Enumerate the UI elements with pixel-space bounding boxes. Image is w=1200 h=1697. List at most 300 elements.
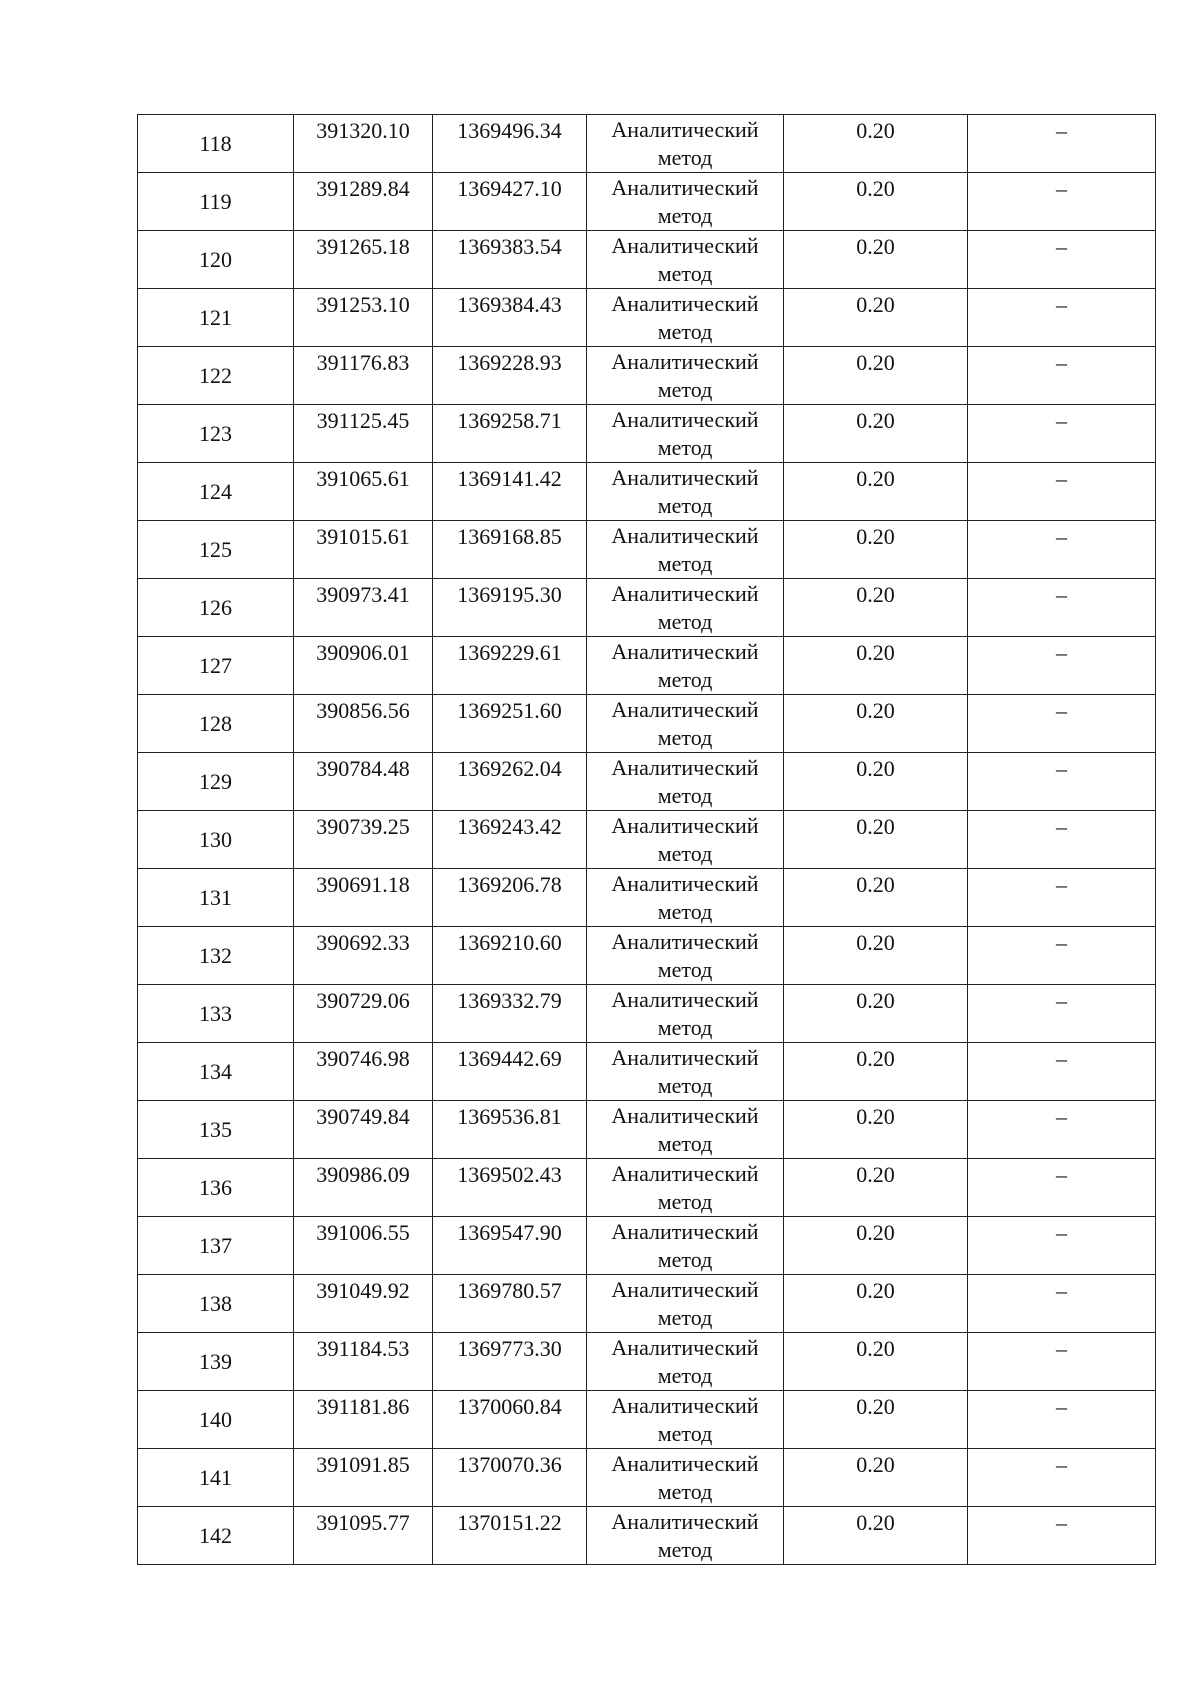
method-text: Аналитический метод bbox=[611, 117, 759, 170]
point-number-text: 120 bbox=[199, 247, 232, 272]
accuracy-cell bbox=[784, 1217, 968, 1275]
method-text: Аналитический метод bbox=[611, 291, 759, 344]
note-text: – bbox=[1056, 466, 1067, 491]
y-coordinate-text: 1369442.69 bbox=[457, 1046, 562, 1071]
note-text: – bbox=[1056, 1452, 1067, 1477]
y-coordinate-cell bbox=[433, 115, 587, 173]
table-row bbox=[138, 1275, 1156, 1333]
accuracy-cell bbox=[784, 927, 968, 985]
x-coordinate-text: 391289.84 bbox=[316, 176, 410, 201]
x-coordinate-cell bbox=[294, 347, 433, 405]
point-number-text: 133 bbox=[199, 1001, 232, 1026]
point-number-cell bbox=[138, 173, 294, 231]
note-text: – bbox=[1056, 234, 1067, 259]
accuracy-cell bbox=[784, 405, 968, 463]
table-row bbox=[138, 985, 1156, 1043]
method-cell bbox=[587, 1333, 784, 1391]
method-cell bbox=[587, 405, 784, 463]
accuracy-text: 0.20 bbox=[856, 118, 895, 143]
note-text: – bbox=[1056, 988, 1067, 1013]
x-coordinate-cell bbox=[294, 463, 433, 521]
method-text: Аналитический метод bbox=[611, 1103, 759, 1156]
point-number-text: 125 bbox=[199, 537, 232, 562]
y-coordinate-cell bbox=[433, 231, 587, 289]
note-cell bbox=[968, 1043, 1156, 1101]
accuracy-cell bbox=[784, 1507, 968, 1565]
accuracy-cell bbox=[784, 173, 968, 231]
table-row bbox=[138, 347, 1156, 405]
point-number-cell bbox=[138, 637, 294, 695]
accuracy-cell bbox=[784, 869, 968, 927]
point-number-cell bbox=[138, 579, 294, 637]
note-text: – bbox=[1056, 930, 1067, 955]
accuracy-cell bbox=[784, 115, 968, 173]
method-cell bbox=[587, 753, 784, 811]
y-coordinate-text: 1369168.85 bbox=[457, 524, 562, 549]
x-coordinate-text: 390692.33 bbox=[316, 930, 410, 955]
method-text: Аналитический метод bbox=[611, 639, 759, 692]
method-cell bbox=[587, 521, 784, 579]
accuracy-text: 0.20 bbox=[856, 1510, 895, 1535]
table-row bbox=[138, 1507, 1156, 1565]
note-cell bbox=[968, 289, 1156, 347]
x-coordinate-text: 391049.92 bbox=[316, 1278, 410, 1303]
point-number-text: 130 bbox=[199, 827, 232, 852]
note-cell bbox=[968, 985, 1156, 1043]
table-row bbox=[138, 521, 1156, 579]
x-coordinate-cell bbox=[294, 1275, 433, 1333]
method-text: Аналитический метод bbox=[611, 1045, 759, 1098]
point-number-cell bbox=[138, 1449, 294, 1507]
x-coordinate-text: 390749.84 bbox=[316, 1104, 410, 1129]
accuracy-text: 0.20 bbox=[856, 1394, 895, 1419]
note-cell bbox=[968, 1449, 1156, 1507]
x-coordinate-cell bbox=[294, 811, 433, 869]
point-number-text: 139 bbox=[199, 1349, 232, 1374]
point-number-cell bbox=[138, 405, 294, 463]
method-cell bbox=[587, 1217, 784, 1275]
y-coordinate-cell bbox=[433, 1449, 587, 1507]
note-text: – bbox=[1056, 292, 1067, 317]
coordinates-table bbox=[137, 114, 1156, 1565]
x-coordinate-text: 391125.45 bbox=[316, 408, 410, 433]
note-cell bbox=[968, 231, 1156, 289]
x-coordinate-cell bbox=[294, 927, 433, 985]
accuracy-text: 0.20 bbox=[856, 524, 895, 549]
table-row bbox=[138, 115, 1156, 173]
point-number-cell bbox=[138, 521, 294, 579]
method-text: Аналитический метод bbox=[611, 581, 759, 634]
x-coordinate-text: 390986.09 bbox=[316, 1162, 410, 1187]
table-row bbox=[138, 231, 1156, 289]
accuracy-text: 0.20 bbox=[856, 466, 895, 491]
method-text: Аналитический метод bbox=[611, 233, 759, 286]
x-coordinate-text: 390784.48 bbox=[316, 756, 410, 781]
method-cell bbox=[587, 579, 784, 637]
x-coordinate-cell bbox=[294, 405, 433, 463]
method-text: Аналитический метод bbox=[611, 755, 759, 808]
x-coordinate-cell bbox=[294, 579, 433, 637]
accuracy-text: 0.20 bbox=[856, 756, 895, 781]
y-coordinate-cell bbox=[433, 927, 587, 985]
table-row bbox=[138, 869, 1156, 927]
table-row bbox=[138, 173, 1156, 231]
note-cell bbox=[968, 115, 1156, 173]
point-number-cell bbox=[138, 753, 294, 811]
method-text: Аналитический метод bbox=[611, 1335, 759, 1388]
note-cell bbox=[968, 463, 1156, 521]
x-coordinate-cell bbox=[294, 1391, 433, 1449]
method-cell bbox=[587, 985, 784, 1043]
accuracy-text: 0.20 bbox=[856, 640, 895, 665]
y-coordinate-text: 1369206.78 bbox=[457, 872, 562, 897]
y-coordinate-cell bbox=[433, 1333, 587, 1391]
accuracy-cell bbox=[784, 1101, 968, 1159]
y-coordinate-cell bbox=[433, 811, 587, 869]
x-coordinate-cell bbox=[294, 1101, 433, 1159]
accuracy-text: 0.20 bbox=[856, 872, 895, 897]
accuracy-cell bbox=[784, 347, 968, 405]
point-number-cell bbox=[138, 1507, 294, 1565]
table-row bbox=[138, 463, 1156, 521]
note-cell bbox=[968, 521, 1156, 579]
x-coordinate-text: 390856.56 bbox=[316, 698, 410, 723]
note-text: – bbox=[1056, 640, 1067, 665]
accuracy-text: 0.20 bbox=[856, 1452, 895, 1477]
note-text: – bbox=[1056, 1510, 1067, 1535]
x-coordinate-text: 391320.10 bbox=[316, 118, 410, 143]
note-text: – bbox=[1056, 1278, 1067, 1303]
accuracy-text: 0.20 bbox=[856, 1104, 895, 1129]
y-coordinate-text: 1369384.43 bbox=[457, 292, 562, 317]
y-coordinate-cell bbox=[433, 985, 587, 1043]
table-row bbox=[138, 1217, 1156, 1275]
accuracy-cell bbox=[784, 1333, 968, 1391]
point-number-cell bbox=[138, 1333, 294, 1391]
point-number-text: 126 bbox=[199, 595, 232, 620]
y-coordinate-text: 1369780.57 bbox=[457, 1278, 562, 1303]
accuracy-text: 0.20 bbox=[856, 234, 895, 259]
point-number-text: 123 bbox=[199, 421, 232, 446]
accuracy-text: 0.20 bbox=[856, 350, 895, 375]
note-text: – bbox=[1056, 408, 1067, 433]
point-number-text: 128 bbox=[199, 711, 232, 736]
note-cell bbox=[968, 1507, 1156, 1565]
x-coordinate-cell bbox=[294, 521, 433, 579]
point-number-cell bbox=[138, 347, 294, 405]
note-cell bbox=[968, 1101, 1156, 1159]
x-coordinate-text: 391015.61 bbox=[316, 524, 410, 549]
table-row bbox=[138, 289, 1156, 347]
method-text: Аналитический метод bbox=[611, 987, 759, 1040]
y-coordinate-cell bbox=[433, 289, 587, 347]
accuracy-text: 0.20 bbox=[856, 930, 895, 955]
method-cell bbox=[587, 1101, 784, 1159]
note-cell bbox=[968, 1275, 1156, 1333]
y-coordinate-cell bbox=[433, 405, 587, 463]
note-cell bbox=[968, 637, 1156, 695]
method-text: Аналитический метод bbox=[611, 1451, 759, 1504]
y-coordinate-text: 1369332.79 bbox=[457, 988, 562, 1013]
x-coordinate-text: 391181.86 bbox=[316, 1394, 410, 1419]
table-body bbox=[138, 115, 1156, 1565]
y-coordinate-cell bbox=[433, 869, 587, 927]
method-cell bbox=[587, 1507, 784, 1565]
note-text: – bbox=[1056, 698, 1067, 723]
y-coordinate-text: 1369229.61 bbox=[457, 640, 562, 665]
note-text: – bbox=[1056, 1220, 1067, 1245]
note-text: – bbox=[1056, 814, 1067, 839]
y-coordinate-cell bbox=[433, 1043, 587, 1101]
method-cell bbox=[587, 1275, 784, 1333]
method-text: Аналитический метод bbox=[611, 929, 759, 982]
note-text: – bbox=[1056, 756, 1067, 781]
x-coordinate-text: 390729.06 bbox=[316, 988, 410, 1013]
note-text: – bbox=[1056, 176, 1067, 201]
point-number-cell bbox=[138, 289, 294, 347]
accuracy-cell bbox=[784, 463, 968, 521]
method-text: Аналитический метод bbox=[611, 523, 759, 576]
table-row bbox=[138, 579, 1156, 637]
y-coordinate-cell bbox=[433, 521, 587, 579]
point-number-cell bbox=[138, 115, 294, 173]
note-cell bbox=[968, 695, 1156, 753]
note-text: – bbox=[1056, 1394, 1067, 1419]
x-coordinate-cell bbox=[294, 637, 433, 695]
note-cell bbox=[968, 927, 1156, 985]
note-cell bbox=[968, 753, 1156, 811]
accuracy-cell bbox=[784, 753, 968, 811]
x-coordinate-cell bbox=[294, 1159, 433, 1217]
accuracy-text: 0.20 bbox=[856, 292, 895, 317]
x-coordinate-text: 390746.98 bbox=[316, 1046, 410, 1071]
y-coordinate-text: 1369228.93 bbox=[457, 350, 562, 375]
method-text: Аналитический метод bbox=[611, 871, 759, 924]
x-coordinate-text: 391091.85 bbox=[316, 1452, 410, 1477]
accuracy-cell bbox=[784, 231, 968, 289]
y-coordinate-cell bbox=[433, 1391, 587, 1449]
note-text: – bbox=[1056, 524, 1067, 549]
x-coordinate-text: 390906.01 bbox=[316, 640, 410, 665]
point-number-text: 132 bbox=[199, 943, 232, 968]
point-number-text: 141 bbox=[199, 1465, 232, 1490]
y-coordinate-text: 1369496.34 bbox=[457, 118, 562, 143]
point-number-text: 134 bbox=[199, 1059, 232, 1084]
note-text: – bbox=[1056, 1162, 1067, 1187]
point-number-text: 140 bbox=[199, 1407, 232, 1432]
method-text: Аналитический метод bbox=[611, 697, 759, 750]
accuracy-cell bbox=[784, 579, 968, 637]
accuracy-text: 0.20 bbox=[856, 582, 895, 607]
method-text: Аналитический метод bbox=[611, 465, 759, 518]
method-text: Аналитический метод bbox=[611, 1161, 759, 1214]
y-coordinate-text: 1369547.90 bbox=[457, 1220, 562, 1245]
x-coordinate-cell bbox=[294, 115, 433, 173]
method-cell bbox=[587, 463, 784, 521]
note-text: – bbox=[1056, 350, 1067, 375]
point-number-text: 142 bbox=[199, 1523, 232, 1548]
table-row bbox=[138, 753, 1156, 811]
point-number-cell bbox=[138, 463, 294, 521]
table-row bbox=[138, 927, 1156, 985]
point-number-cell bbox=[138, 1275, 294, 1333]
y-coordinate-text: 1369502.43 bbox=[457, 1162, 562, 1187]
point-number-text: 135 bbox=[199, 1117, 232, 1142]
accuracy-text: 0.20 bbox=[856, 176, 895, 201]
x-coordinate-text: 390691.18 bbox=[316, 872, 410, 897]
y-coordinate-text: 1369210.60 bbox=[457, 930, 562, 955]
y-coordinate-text: 1369141.42 bbox=[457, 466, 562, 491]
x-coordinate-cell bbox=[294, 753, 433, 811]
note-cell bbox=[968, 1333, 1156, 1391]
point-number-text: 127 bbox=[199, 653, 232, 678]
y-coordinate-text: 1370070.36 bbox=[457, 1452, 562, 1477]
x-coordinate-cell bbox=[294, 173, 433, 231]
point-number-text: 118 bbox=[199, 131, 232, 156]
x-coordinate-text: 391176.83 bbox=[316, 350, 410, 375]
y-coordinate-cell bbox=[433, 1275, 587, 1333]
method-text: Аналитический метод bbox=[611, 175, 759, 228]
method-text: Аналитический метод bbox=[611, 407, 759, 460]
point-number-text: 129 bbox=[199, 769, 232, 794]
method-text: Аналитический метод bbox=[611, 813, 759, 866]
y-coordinate-text: 1369383.54 bbox=[457, 234, 562, 259]
accuracy-text: 0.20 bbox=[856, 1162, 895, 1187]
note-cell bbox=[968, 1217, 1156, 1275]
note-text: – bbox=[1056, 118, 1067, 143]
accuracy-text: 0.20 bbox=[856, 988, 895, 1013]
accuracy-text: 0.20 bbox=[856, 698, 895, 723]
accuracy-cell bbox=[784, 1159, 968, 1217]
point-number-cell bbox=[138, 1101, 294, 1159]
y-coordinate-text: 1369251.60 bbox=[457, 698, 562, 723]
point-number-text: 136 bbox=[199, 1175, 232, 1200]
point-number-cell bbox=[138, 927, 294, 985]
table-row bbox=[138, 1391, 1156, 1449]
method-cell bbox=[587, 811, 784, 869]
point-number-cell bbox=[138, 985, 294, 1043]
point-number-text: 119 bbox=[199, 189, 232, 214]
x-coordinate-cell bbox=[294, 985, 433, 1043]
y-coordinate-cell bbox=[433, 173, 587, 231]
x-coordinate-cell bbox=[294, 1217, 433, 1275]
method-cell bbox=[587, 1043, 784, 1101]
y-coordinate-cell bbox=[433, 1507, 587, 1565]
x-coordinate-cell bbox=[294, 1449, 433, 1507]
method-cell bbox=[587, 115, 784, 173]
method-cell bbox=[587, 289, 784, 347]
y-coordinate-text: 1369258.71 bbox=[457, 408, 562, 433]
x-coordinate-text: 391006.55 bbox=[316, 1220, 410, 1245]
x-coordinate-cell bbox=[294, 231, 433, 289]
y-coordinate-cell bbox=[433, 579, 587, 637]
point-number-cell bbox=[138, 869, 294, 927]
note-cell bbox=[968, 869, 1156, 927]
point-number-cell bbox=[138, 695, 294, 753]
y-coordinate-cell bbox=[433, 463, 587, 521]
accuracy-cell bbox=[784, 985, 968, 1043]
table-row bbox=[138, 637, 1156, 695]
x-coordinate-text: 391253.10 bbox=[316, 292, 410, 317]
method-cell bbox=[587, 231, 784, 289]
point-number-text: 131 bbox=[199, 885, 232, 910]
y-coordinate-text: 1369243.42 bbox=[457, 814, 562, 839]
x-coordinate-cell bbox=[294, 1507, 433, 1565]
x-coordinate-text: 391184.53 bbox=[316, 1336, 410, 1361]
y-coordinate-cell bbox=[433, 695, 587, 753]
point-number-cell bbox=[138, 1043, 294, 1101]
x-coordinate-text: 391095.77 bbox=[316, 1510, 410, 1535]
note-text: – bbox=[1056, 1336, 1067, 1361]
point-number-cell bbox=[138, 1217, 294, 1275]
table-row bbox=[138, 1159, 1156, 1217]
y-coordinate-cell bbox=[433, 1159, 587, 1217]
accuracy-cell bbox=[784, 289, 968, 347]
note-text: – bbox=[1056, 872, 1067, 897]
accuracy-text: 0.20 bbox=[856, 408, 895, 433]
point-number-cell bbox=[138, 231, 294, 289]
note-cell bbox=[968, 173, 1156, 231]
accuracy-cell bbox=[784, 637, 968, 695]
accuracy-cell bbox=[784, 695, 968, 753]
x-coordinate-text: 391265.18 bbox=[316, 234, 410, 259]
y-coordinate-cell bbox=[433, 1217, 587, 1275]
note-text: – bbox=[1056, 1046, 1067, 1071]
x-coordinate-cell bbox=[294, 289, 433, 347]
accuracy-cell bbox=[784, 1043, 968, 1101]
method-text: Аналитический метод bbox=[611, 1219, 759, 1272]
table-row bbox=[138, 1449, 1156, 1507]
table-row bbox=[138, 405, 1156, 463]
method-text: Аналитический метод bbox=[611, 349, 759, 402]
y-coordinate-text: 1369427.10 bbox=[457, 176, 562, 201]
y-coordinate-text: 1370151.22 bbox=[457, 1510, 562, 1535]
table-row bbox=[138, 1333, 1156, 1391]
table-row bbox=[138, 1043, 1156, 1101]
table-row bbox=[138, 811, 1156, 869]
y-coordinate-text: 1369195.30 bbox=[457, 582, 562, 607]
x-coordinate-cell bbox=[294, 869, 433, 927]
method-text: Аналитический метод bbox=[611, 1277, 759, 1330]
note-cell bbox=[968, 347, 1156, 405]
y-coordinate-cell bbox=[433, 1101, 587, 1159]
y-coordinate-text: 1369773.30 bbox=[457, 1336, 562, 1361]
method-cell bbox=[587, 695, 784, 753]
point-number-text: 137 bbox=[199, 1233, 232, 1258]
point-number-cell bbox=[138, 811, 294, 869]
point-number-cell bbox=[138, 1159, 294, 1217]
accuracy-text: 0.20 bbox=[856, 1046, 895, 1071]
note-text: – bbox=[1056, 582, 1067, 607]
method-cell bbox=[587, 927, 784, 985]
accuracy-text: 0.20 bbox=[856, 814, 895, 839]
accuracy-cell bbox=[784, 1275, 968, 1333]
accuracy-cell bbox=[784, 1449, 968, 1507]
note-text: – bbox=[1056, 1104, 1067, 1129]
y-coordinate-cell bbox=[433, 753, 587, 811]
note-cell bbox=[968, 405, 1156, 463]
accuracy-cell bbox=[784, 1391, 968, 1449]
point-number-text: 124 bbox=[199, 479, 232, 504]
y-coordinate-text: 1369536.81 bbox=[457, 1104, 562, 1129]
point-number-text: 122 bbox=[199, 363, 232, 388]
point-number-text: 138 bbox=[199, 1291, 232, 1316]
method-text: Аналитический метод bbox=[611, 1393, 759, 1446]
note-cell bbox=[968, 811, 1156, 869]
method-cell bbox=[587, 869, 784, 927]
note-cell bbox=[968, 579, 1156, 637]
x-coordinate-cell bbox=[294, 695, 433, 753]
